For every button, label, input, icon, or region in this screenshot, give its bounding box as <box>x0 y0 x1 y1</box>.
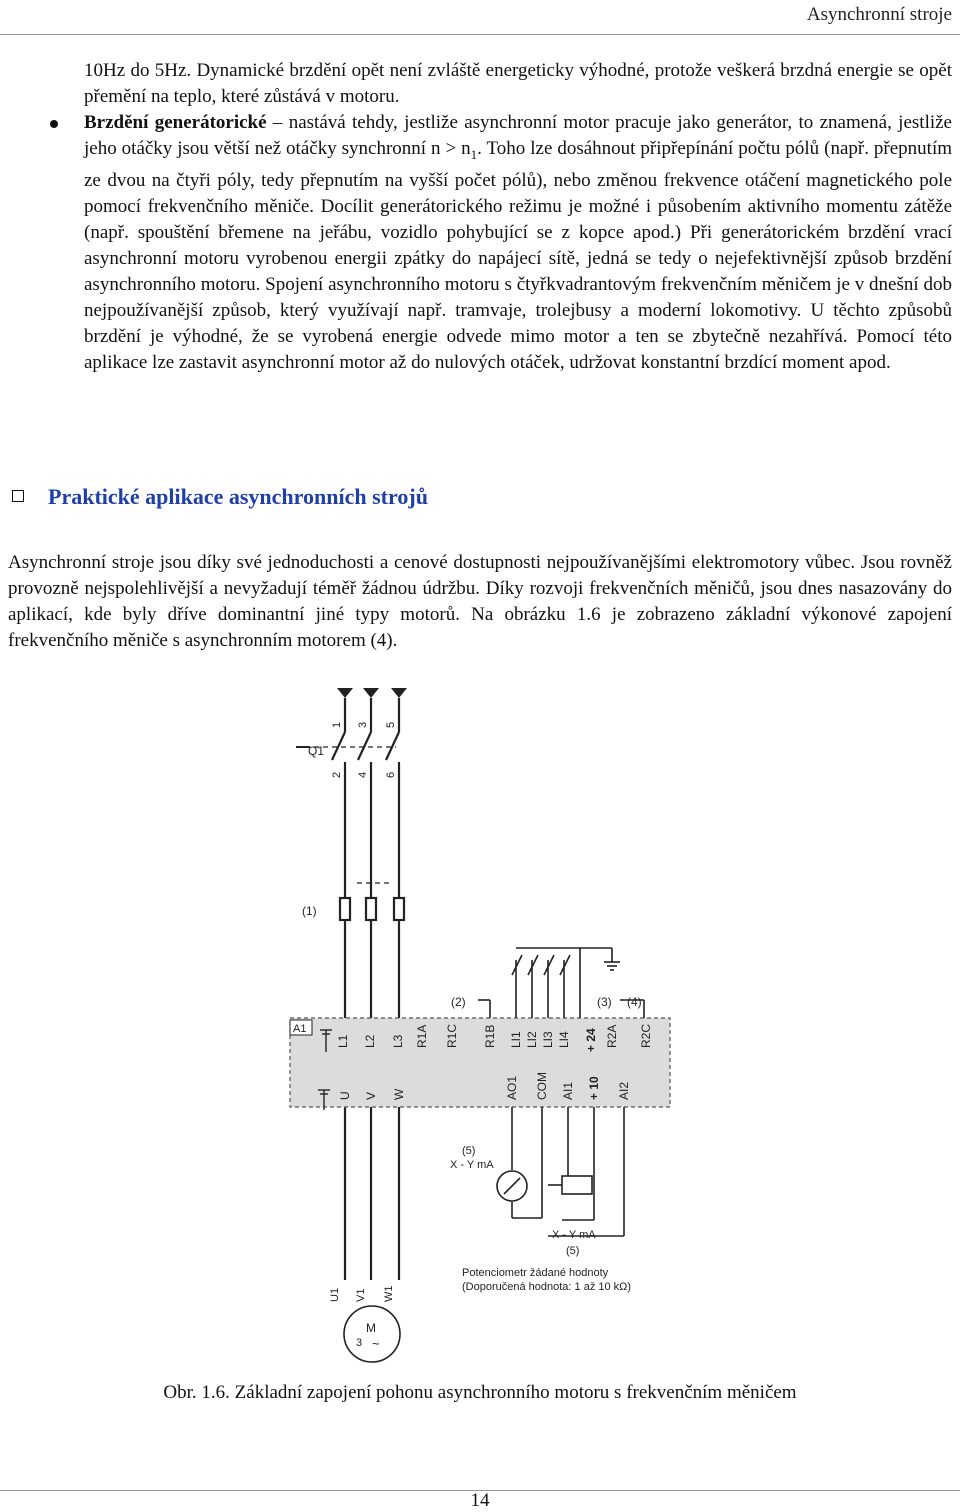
pin-LI4: LI4 <box>557 1031 571 1048</box>
terminal-5: 5 <box>385 721 397 728</box>
pin-LI3: LI3 <box>541 1031 555 1048</box>
pot-range: X - Y mA <box>552 1229 596 1241</box>
pot-label-num: (5) <box>566 1245 580 1257</box>
pin-LI1: LI1 <box>509 1031 523 1048</box>
pin-AI1: AI1 <box>561 1081 575 1100</box>
drive-label: A1 <box>293 1023 307 1035</box>
terminal-6: 6 <box>385 771 397 778</box>
motor-terminal-W1: W1 <box>383 1285 395 1302</box>
bullet-subscript: 1 <box>470 146 478 162</box>
pin-AO1: AO1 <box>505 1075 519 1100</box>
pin-L2: L2 <box>363 1034 377 1048</box>
pin-U: U <box>338 1091 352 1100</box>
meter-label-num: (5) <box>462 1145 476 1157</box>
motor-tilde: ~ <box>372 1336 380 1351</box>
pin-R1A: R1A <box>415 1024 429 1048</box>
pot-desc-2: (Doporučená hodnota: 1 až 10 kΩ) <box>462 1281 632 1293</box>
terminal-3: 3 <box>357 721 369 728</box>
header-title: Asynchronní stroje <box>806 4 952 25</box>
label-3: (3) <box>597 995 612 1009</box>
motor-phase: 3 <box>356 1337 363 1349</box>
terminal-2: 2 <box>331 771 343 778</box>
page-header <box>0 0 960 35</box>
checkbox-bullet-icon <box>12 490 24 502</box>
figure-wiring-diagram <box>0 680 960 1380</box>
figure-caption: Obr. 1.6. Základní zapojení pohonu asynchronního motoru s frekvenčním měničem <box>163 1382 797 1403</box>
paragraph-generator-braking <box>84 110 952 376</box>
meter-label: X - Y mA <box>450 1159 494 1171</box>
bullet-icon <box>50 120 58 128</box>
pot-desc-1: Potenciometr žádané hodnoty <box>462 1267 609 1279</box>
bullet-lead-term: Brzdění generátorické <box>84 112 267 133</box>
label-4: (4) <box>627 995 642 1009</box>
pin-AI2: AI2 <box>617 1081 631 1100</box>
pin-W: W <box>392 1088 406 1100</box>
relay-label: (2) <box>451 995 466 1009</box>
pin-R2A: R2A <box>605 1024 619 1048</box>
paragraph-dynamic-braking-continuation: 10Hz do 5Hz. Dynamické brzdění opět není zvláště energeticky výhodné, protože veškerá brzdná energie se opět přemění na teplo, které zůstává v motoru. <box>84 60 952 107</box>
pin-R1B: R1B <box>483 1024 497 1048</box>
fuse-label: (1) <box>302 904 317 918</box>
pin-V: V <box>364 1091 378 1100</box>
bullet-text-part-1: – nastává tehdy, jestliže asynchronní motor pracuje jako generátor, to znamená, jestliže jeho otáčky jsou větší než otáčky synchronní n > n <box>84 112 952 159</box>
pin-COM: COM <box>535 1072 549 1100</box>
page-number: 14 <box>470 1490 490 1511</box>
pin-LI2: LI2 <box>525 1031 539 1048</box>
pin-R2C: R2C <box>639 1023 653 1048</box>
pin-L3: L3 <box>391 1034 405 1048</box>
motor-letter: M <box>366 1321 376 1335</box>
switch-label: Q1 <box>308 744 325 758</box>
bullet-text-part-2: . Toho lze dosáhnout připřepínání počtu pólů (např. přepnutím ze dvou na čtyři póly, tedy přepnutím na vyšší počet pólů), nebo změnou frekvence otáčení magnetického pole pomocí frekvenčního měniče. Docílit generátorického režimu je možné i působením aktivního momentu zátěže (např. spouštění břemene na jeřábu, vozidlo pohybující se z kopce apod.) Při generátorickém brzdění vrací asynchronní motoru vyrobenou energii zpátky do napájecí sítě, jedná se tedy o nejefektivnější způsob brzdění asynchronního motoru. Spojení asynchronního motoru s čtyřkvadrantovým frekvenčním měničem je v dnešní dob nejpoužívanější způsob, který využívají např. tramvaje, trolejbusy a moderní lokomotivy. U těchto způsobů brzdění je výhodné, že se vyrobená energie odvede mimo motor a ten se zbytečně nezahřívá. Pomocí této aplikace lze zastavit asynchronní motor až do nulových otáček, udržovat konstantní brzdící moment apod. <box>84 138 952 373</box>
section-title: Praktické aplikace asynchronních strojů <box>48 484 428 509</box>
pin-L1: L1 <box>336 1034 350 1048</box>
paragraph-intro: Asynchronní stroje jsou díky své jednoduchosti a cenové dostupnosti nejpoužívanějšími elektromotory vůbec. Jsou rovněž provozně nejspolehlivější a nevyžadují téměř žádnou údržbu. Díky rozvoji frekvenčních měničů, jsou dnes nasazovány do aplikací, kde byly dříve dominantní jiné typy motorů. Na obrázku 1.6 je zobrazeno základní výkonové zapojení frekvenčního měniče s asynchronním motorem (4). <box>8 552 952 651</box>
motor-terminal-U1: U1 <box>329 1287 341 1302</box>
wiring-diagram <box>0 680 960 1380</box>
pin-plus-24: + 24 <box>584 1028 598 1052</box>
pin-plus-10: + 10 <box>587 1076 601 1100</box>
terminal-4: 4 <box>357 771 369 778</box>
pin-R1C: R1C <box>445 1023 459 1048</box>
terminal-1: 1 <box>331 721 343 728</box>
motor-terminal-V1: V1 <box>355 1288 367 1302</box>
